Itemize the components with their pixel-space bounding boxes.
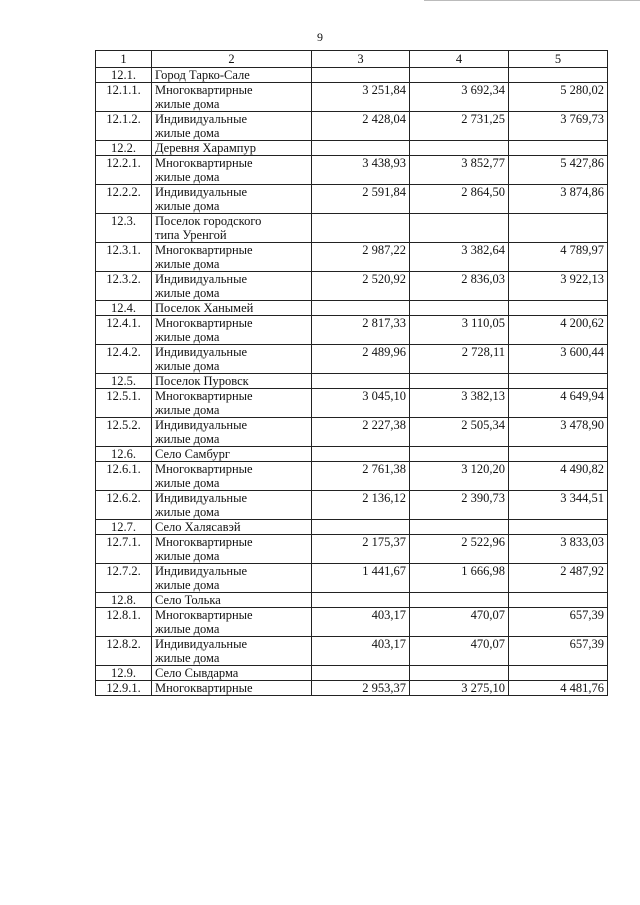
- value-cell-col4: [410, 374, 509, 389]
- value-cell-col5: 5 427,86: [509, 156, 608, 185]
- value-cell-col3: 2 520,92: [312, 272, 410, 301]
- row-name-line: Город Тарко-Сале: [155, 68, 250, 82]
- row-name-line: Многоквартирные: [155, 83, 253, 97]
- value-cell-col5: [509, 214, 608, 243]
- row-number-cell: 12.7.: [96, 520, 152, 535]
- row-name-cell: [152, 637, 312, 666]
- table-row: [96, 593, 608, 608]
- table-row: [96, 185, 608, 214]
- value-cell-col5: 4 200,62: [509, 316, 608, 345]
- row-name-line: Село Самбург: [155, 447, 230, 461]
- row-name-line: жилые дома: [155, 199, 220, 213]
- table-row: [96, 535, 608, 564]
- row-name-cell: [152, 389, 312, 418]
- value-cell-col5: 3 874,86: [509, 185, 608, 214]
- value-cell-col3: 2 428,04: [312, 112, 410, 141]
- row-name-line: жилые дома: [155, 359, 220, 373]
- value-cell-col4: 2 522,96: [410, 535, 509, 564]
- row-name-cell: [152, 156, 312, 185]
- row-name-line: Индивидуальные: [155, 418, 248, 432]
- row-name-cell: [152, 185, 312, 214]
- row-name-cell: [152, 593, 312, 608]
- row-name-line: Многоквартирные: [155, 243, 253, 257]
- value-cell-col5: 3 478,90: [509, 418, 608, 447]
- header-row: [96, 51, 608, 68]
- header-cell-5: 5: [509, 51, 608, 68]
- row-number-cell: 12.3.2.: [96, 272, 152, 301]
- row-name-cell: [152, 141, 312, 156]
- row-name-line: Деревня Харампур: [155, 141, 256, 155]
- table-row: [96, 83, 608, 112]
- row-name-line: жилые дома: [155, 97, 220, 111]
- value-cell-col3: 2 175,37: [312, 535, 410, 564]
- row-name-line: Индивидуальные: [155, 345, 248, 359]
- top-rule: [424, 0, 640, 1]
- value-cell-col5: [509, 374, 608, 389]
- value-cell-col4: 2 728,11: [410, 345, 509, 374]
- table-row: [96, 666, 608, 681]
- table-row: [96, 316, 608, 345]
- table-row: [96, 214, 608, 243]
- table-body: [96, 68, 608, 696]
- table-row: [96, 345, 608, 374]
- row-number-cell: 12.8.2.: [96, 637, 152, 666]
- value-cell-col4: [410, 447, 509, 462]
- row-name-line: жилые дома: [155, 126, 220, 140]
- value-cell-col4: [410, 214, 509, 243]
- row-number-cell: 12.2.: [96, 141, 152, 156]
- row-name-line: жилые дома: [155, 505, 220, 519]
- row-name-cell: [152, 608, 312, 637]
- value-cell-col3: 2 136,12: [312, 491, 410, 520]
- row-name-cell: [152, 316, 312, 345]
- row-number-cell: 12.8.: [96, 593, 152, 608]
- value-cell-col4: [410, 68, 509, 83]
- value-cell-col4: [410, 666, 509, 681]
- row-number-cell: 12.5.: [96, 374, 152, 389]
- value-cell-col5: [509, 447, 608, 462]
- row-name-cell: [152, 243, 312, 272]
- value-cell-col5: 2 487,92: [509, 564, 608, 593]
- table-row: [96, 301, 608, 316]
- row-name-cell: [152, 681, 312, 696]
- value-cell-col3: 2 953,37: [312, 681, 410, 696]
- value-cell-col3: 2 817,33: [312, 316, 410, 345]
- value-cell-col3: 403,17: [312, 637, 410, 666]
- row-number-cell: 12.1.2.: [96, 112, 152, 141]
- table-row: [96, 564, 608, 593]
- row-name-line: Многоквартирные: [155, 608, 253, 622]
- value-cell-col5: 657,39: [509, 637, 608, 666]
- row-number-cell: 12.7.2.: [96, 564, 152, 593]
- row-name-line: жилые дома: [155, 476, 220, 490]
- row-name-cell: [152, 535, 312, 564]
- value-cell-col3: [312, 214, 410, 243]
- row-name-line: жилые дома: [155, 622, 220, 636]
- value-cell-col3: 403,17: [312, 608, 410, 637]
- row-name-cell: [152, 345, 312, 374]
- value-cell-col3: [312, 141, 410, 156]
- table-row: [96, 418, 608, 447]
- value-cell-col5: 3 600,44: [509, 345, 608, 374]
- value-cell-col4: 2 864,50: [410, 185, 509, 214]
- row-name-cell: [152, 374, 312, 389]
- value-cell-col5: 4 789,97: [509, 243, 608, 272]
- value-cell-col4: 2 390,73: [410, 491, 509, 520]
- value-cell-col3: [312, 374, 410, 389]
- row-name-line: Индивидуальные: [155, 272, 248, 286]
- value-cell-col5: [509, 666, 608, 681]
- row-number-cell: 12.2.1.: [96, 156, 152, 185]
- page-number: 9: [317, 30, 323, 44]
- row-name-cell: [152, 301, 312, 316]
- row-name-line: типа Уренгой: [155, 228, 227, 242]
- value-cell-col5: [509, 593, 608, 608]
- row-name-line: жилые дома: [155, 170, 220, 184]
- header-cell-2: 2: [152, 51, 312, 68]
- value-cell-col3: [312, 301, 410, 316]
- row-name-line: Село Толька: [155, 593, 221, 607]
- table-row: [96, 447, 608, 462]
- value-cell-col4: 3 110,05: [410, 316, 509, 345]
- row-name-line: Поселок Пуровск: [155, 374, 249, 388]
- row-name-cell: [152, 68, 312, 83]
- value-cell-col5: 657,39: [509, 608, 608, 637]
- row-number-cell: 12.2.2.: [96, 185, 152, 214]
- value-cell-col3: 2 227,38: [312, 418, 410, 447]
- table-row: [96, 491, 608, 520]
- row-name-line: Многоквартирные: [155, 156, 253, 170]
- table-row: [96, 68, 608, 83]
- row-number-cell: 12.7.1.: [96, 535, 152, 564]
- table-row: [96, 243, 608, 272]
- row-number-cell: 12.6.: [96, 447, 152, 462]
- row-number-cell: 12.3.: [96, 214, 152, 243]
- value-cell-col4: 2 505,34: [410, 418, 509, 447]
- table-row: [96, 141, 608, 156]
- value-cell-col3: [312, 447, 410, 462]
- value-cell-col5: [509, 68, 608, 83]
- row-name-cell: [152, 666, 312, 681]
- row-name-line: Многоквартирные: [155, 316, 253, 330]
- value-cell-col4: 3 852,77: [410, 156, 509, 185]
- value-cell-col3: [312, 520, 410, 535]
- value-cell-col5: 4 649,94: [509, 389, 608, 418]
- value-cell-col5: 3 833,03: [509, 535, 608, 564]
- row-name-line: Многоквартирные: [155, 535, 253, 549]
- value-cell-col4: 3 275,10: [410, 681, 509, 696]
- header-cell-1: 1: [96, 51, 152, 68]
- row-name-line: Поселок городского: [155, 214, 262, 228]
- value-cell-col3: 2 591,84: [312, 185, 410, 214]
- row-number-cell: 12.6.1.: [96, 462, 152, 491]
- row-number-cell: 12.1.: [96, 68, 152, 83]
- value-cell-col3: 1 441,67: [312, 564, 410, 593]
- row-name-line: Село Халясавэй: [155, 520, 241, 534]
- row-number-cell: 12.9.: [96, 666, 152, 681]
- row-number-cell: 12.1.1.: [96, 83, 152, 112]
- table-row: [96, 681, 608, 696]
- row-name-cell: [152, 491, 312, 520]
- table-row: [96, 637, 608, 666]
- value-cell-col4: 470,07: [410, 637, 509, 666]
- row-name-line: Индивидуальные: [155, 491, 248, 505]
- value-cell-col5: 3 769,73: [509, 112, 608, 141]
- value-cell-col4: 2 731,25: [410, 112, 509, 141]
- table-row: [96, 389, 608, 418]
- table-row: [96, 156, 608, 185]
- row-name-cell: [152, 462, 312, 491]
- row-number-cell: 12.8.1.: [96, 608, 152, 637]
- value-cell-col3: 3 251,84: [312, 83, 410, 112]
- row-name-cell: [152, 447, 312, 462]
- row-name-line: Многоквартирные: [155, 462, 253, 476]
- table-row: [96, 272, 608, 301]
- value-cell-col5: [509, 141, 608, 156]
- row-number-cell: 12.4.: [96, 301, 152, 316]
- tariff-table: [95, 50, 608, 696]
- value-cell-col3: [312, 68, 410, 83]
- row-number-cell: 12.4.1.: [96, 316, 152, 345]
- value-cell-col4: 3 382,13: [410, 389, 509, 418]
- row-name-line: Село Сывдарма: [155, 666, 239, 680]
- row-name-line: Индивидуальные: [155, 185, 248, 199]
- row-name-line: Многоквартирные: [155, 389, 253, 403]
- value-cell-col3: 2 987,22: [312, 243, 410, 272]
- table-row: [96, 462, 608, 491]
- row-name-line: Индивидуальные: [155, 112, 248, 126]
- value-cell-col3: [312, 666, 410, 681]
- row-number-cell: 12.5.2.: [96, 418, 152, 447]
- row-number-cell: 12.5.1.: [96, 389, 152, 418]
- row-name-line: Индивидуальные: [155, 637, 248, 651]
- value-cell-col3: 2 489,96: [312, 345, 410, 374]
- row-number-cell: 12.9.1.: [96, 681, 152, 696]
- row-name-cell: [152, 272, 312, 301]
- value-cell-col3: 3 438,93: [312, 156, 410, 185]
- row-name-cell: [152, 83, 312, 112]
- row-name-line: жилые дома: [155, 549, 220, 563]
- value-cell-col5: 3 922,13: [509, 272, 608, 301]
- header-cell-3: 3: [312, 51, 410, 68]
- value-cell-col4: [410, 141, 509, 156]
- row-name-line: жилые дома: [155, 403, 220, 417]
- row-name-cell: [152, 418, 312, 447]
- value-cell-col4: [410, 593, 509, 608]
- value-cell-col5: 5 280,02: [509, 83, 608, 112]
- table-row: [96, 520, 608, 535]
- table-row: [96, 112, 608, 141]
- row-name-cell: [152, 112, 312, 141]
- row-name-line: жилые дома: [155, 330, 220, 344]
- value-cell-col4: 1 666,98: [410, 564, 509, 593]
- value-cell-col5: [509, 301, 608, 316]
- row-name-line: Индивидуальные: [155, 564, 248, 578]
- row-name-line: Многоквартирные: [155, 681, 253, 695]
- value-cell-col3: 3 045,10: [312, 389, 410, 418]
- value-cell-col4: 3 692,34: [410, 83, 509, 112]
- value-cell-col4: [410, 301, 509, 316]
- row-number-cell: 12.6.2.: [96, 491, 152, 520]
- row-name-cell: [152, 520, 312, 535]
- value-cell-col3: 2 761,38: [312, 462, 410, 491]
- value-cell-col4: 3 382,64: [410, 243, 509, 272]
- row-name-line: жилые дома: [155, 578, 220, 592]
- value-cell-col4: 3 120,20: [410, 462, 509, 491]
- value-cell-col5: [509, 520, 608, 535]
- value-cell-col3: [312, 593, 410, 608]
- header-cell-4: 4: [410, 51, 509, 68]
- row-name-cell: [152, 214, 312, 243]
- row-name-line: жилые дома: [155, 651, 220, 665]
- value-cell-col5: 3 344,51: [509, 491, 608, 520]
- value-cell-col5: 4 481,76: [509, 681, 608, 696]
- row-name-cell: [152, 564, 312, 593]
- value-cell-col5: 4 490,82: [509, 462, 608, 491]
- row-name-line: жилые дома: [155, 286, 220, 300]
- value-cell-col4: 2 836,03: [410, 272, 509, 301]
- table-row: [96, 374, 608, 389]
- row-number-cell: 12.4.2.: [96, 345, 152, 374]
- row-name-line: жилые дома: [155, 257, 220, 271]
- value-cell-col4: 470,07: [410, 608, 509, 637]
- value-cell-col4: [410, 520, 509, 535]
- row-name-line: жилые дома: [155, 432, 220, 446]
- row-name-line: Поселок Ханымей: [155, 301, 254, 315]
- row-number-cell: 12.3.1.: [96, 243, 152, 272]
- table-row: [96, 608, 608, 637]
